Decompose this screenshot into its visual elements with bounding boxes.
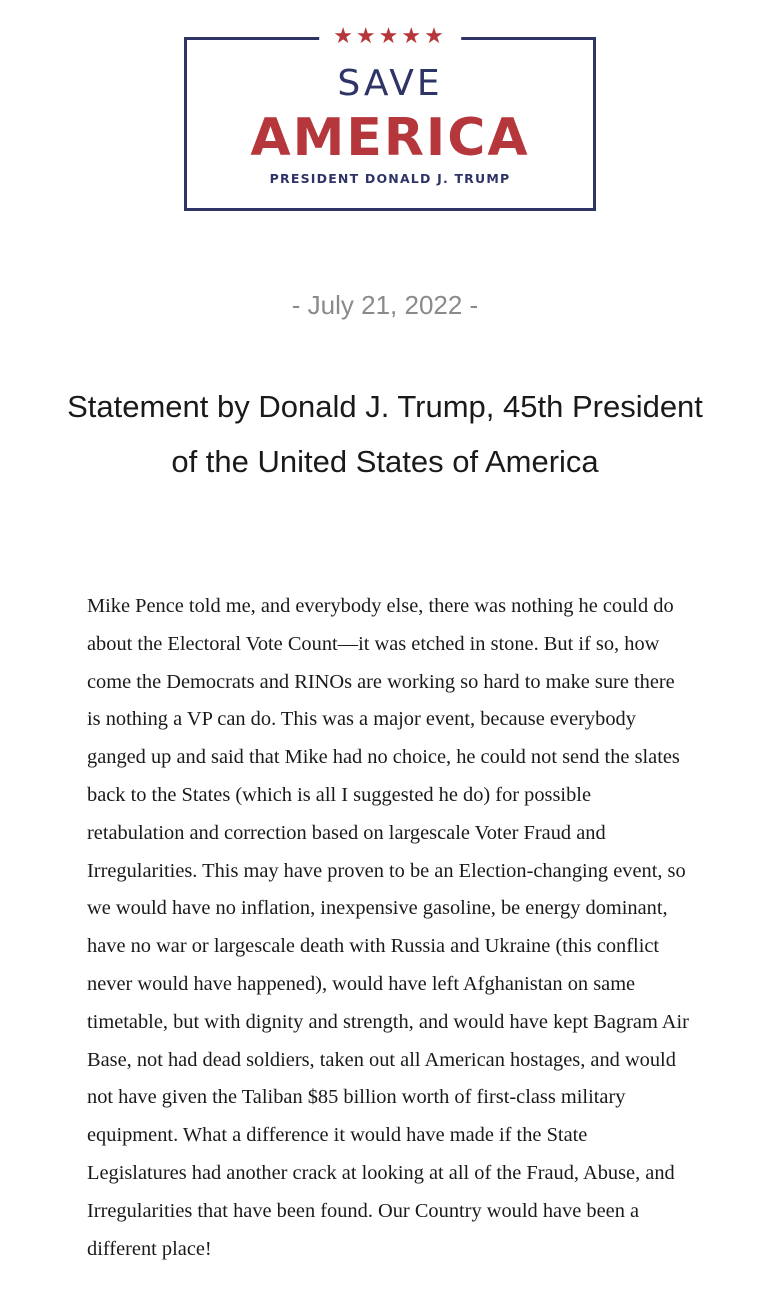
logo-president-text: PRESIDENT DONALD J. TRUMP [269, 171, 511, 186]
logo-america-text: AMERICA [250, 108, 530, 168]
stars-row: ★★★★★ [319, 22, 461, 52]
statement-date: - July 21, 2022 - [291, 290, 479, 320]
statement-body: Mike Pence told me, and everybody else, there was nothing he could do about the Electoral Vote Count—it was etched in stone. But if so, how come the Democrats and RINOs are working so hard to make sure there is nothing a VP can do. This was a major event, because everybody ganged up and said that Mike had no choice, he could not send the slates back to the States (which is all I suggested he do) for possible retabulation and correction based on largescale Voter Fraud and Irregularities. This may have proven to be an Election-changing event, so we would have no inflation, inexpensive gasoline, be energy dominant, have no war or largescale death with Russia and Ukraine (this conflict never would have happened), would have left Afghanistan on same timetable, but with dignity and strength, and would have kept Bagram Air Base, not had dead soldiers, taken out all American hostages, and would not have given the Taliban $85 billion worth of first-class military equipment. What a difference it would have made if the State Legislatures had another crack at looking at all of the Fraud, Abuse, and Irregularities that have been found. Our Country would have been a different place! [87, 595, 689, 1260]
logo-save-text: SAVE [337, 63, 443, 104]
statement-title: Statement by Donald J. Trump, 45th President of the United States of America [67, 389, 703, 479]
save-america-logo [184, 24, 596, 211]
